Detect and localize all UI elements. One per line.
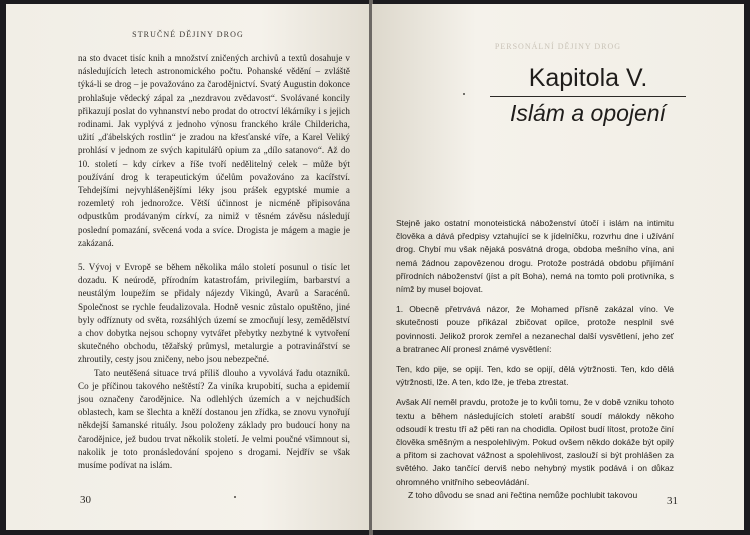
chapter-subtitle: Islám a opojení — [510, 100, 666, 126]
print-speck — [463, 93, 465, 95]
right-page — [372, 4, 744, 530]
left-page — [6, 4, 370, 530]
page-number: 31 — [667, 495, 678, 507]
right-page-body — [396, 217, 674, 502]
chapter-title: Kapitola V. — [528, 64, 648, 92]
page-number: 30 — [80, 494, 91, 506]
paragraph: Tato neutěšená situace trvá příliš dlouho a vyvolává řadu otazníků. Co je příčinou takového neštěstí? Za viníka krupobití, sucha a epidemií jsou označeny čarodějnice. Na odlehlých územích a v nejchudších oblastech, kam se šlechta a kněží dostanou jen zřídka, se znovu vynořují někdejší šamanské rituály. Jsou položeny základy pro budoucí hony na čarodějnice, jež budou trvat několik století. Je velmi poučné všimnout si, nakolik je toto pronásledování spojeno s drogami. Nejdřív se však musíme podívat na islám. — [78, 367, 350, 471]
paragraph: na sto dvacet tisíc knih a množství zničených archivů a textů dosahuje v následujících letech astronomického počtu. Pohanské vědění – zvláště týká-li se drog – je považováno za čarodějnictví. Svatý Augustin dokonce prohlašuje vědecký zápal za „nezdravou zvědavost“. Svolávané koncily přikazují poslat do vyhnanství nebo prodat do otroctví lékárníky i s jejich rodinami. Jak vyplývá z jednoho výnosu franckého krále Childericha, užití „ďábelských rostlin“ je zradou na křesťanské víře, a Karel Veliký prohlásí v jednom ze svých kapitulářů opium za „dílo satanovo“. Až do 10. století – kdy církev a říše tvoří nedělitelný celek – může být používání drog k terapeutickým účelům považováno za kacířství. Tehdejšími nejvyhlášenějšími léky jsou prášek egyptské mumie a rozemletý roh jednorožce. Větší účinnost je nicméně připisována odpustkům prodávaným církví, za nimiž v těsném závěsu následují poslední pomazání, svěcená voda a svíce. Drogista je mágem a magie je zakázaná. — [78, 53, 350, 248]
paragraph: 1. Obecně přetrvává názor, že Mohamed přísně zakázal víno. Ve skutečnosti pouze přikázal zbičovat opilce, protože nesplnil své povinnosti. Jelikož prorok zemřel a nezanechal další vysvětlení, jeho zeť a bratranec Alí pronesl známé vysvětlení: — [396, 304, 674, 354]
show-through-running-head: PERSONÁLNÍ DĚJINY DROG — [494, 42, 622, 51]
chapter-rule — [490, 96, 686, 97]
quotation: Ten, kdo pije, se opijí. Ten, kdo se opijí, dělá výtržnosti. Ten, kdo dělá výtržnosti, lže. A ten, kdo lže, je třeba ztrestat. — [396, 364, 674, 388]
left-page-body — [78, 52, 350, 472]
running-head: STRUČNÉ DĚJINY DROG — [132, 30, 244, 39]
paragraph: 5. Vývoj v Evropě se během několika málo století posunul o tisíc let dozadu. K neúrodě, přírodním katastrofám, privilegiím, barbarství a neustálým loupežím se přidaly nájezdy Vikingů, Avarů a Saracénů. Společnost se rychle feudalizovala. Hodně vesnic zůstalo opuštěno, jiné byly odříznuty od světa, rozsáhlých území se zmocňují lesy, zemědělství a chov dobytka nejsou schopny vytvářet přebytky nezbytné k vytvoření skutečného obchodu, těžařský průmysl, metalurgie a potravinářství se zhroutily, cesty jsou zničeny, nebo jsou nebezpečné. — [78, 262, 350, 365]
paragraph: Stejně jako ostatní monoteistická náboženství útočí i islám na intimitu člověka a dává předpisy vztahující se k jídelníčku, rozvrhu dne i užívání drog. Chybí mu však nějaká posvátná droga, obdoba mešního vína, ani nemá žádnou zapovězenou drogu. Protože postrádá obdobu přijímání přírodních náboženství (jíst a pít Boha), nemá na tomto poli protivníka, s nímž by musel bojovat. — [396, 218, 674, 295]
paragraph: Z toho důvodu se snad ani řečtina nemůže pochlubit takovou — [408, 489, 638, 500]
paragraph: Avšak Alí neměl pravdu, protože je to kvůli tomu, že v době vzniku tohoto textu a během následujících století arabští soudí málokdy někoho odsoudí k trestu tří až pěti ran na chodidla. Opilost budí lítost, protože činí člověka směšným a nespolehlivým. Pokud ovšem někdo dokáže být opilý a přitom si zachovat vážnost a spolehlivost, zaslouží si být prohlášen za světého. Jako tančící derviš nebo nehybný mystik podává i on důkaz ohromného vnitřního sebeovládání. — [396, 397, 674, 487]
print-speck — [234, 496, 236, 498]
